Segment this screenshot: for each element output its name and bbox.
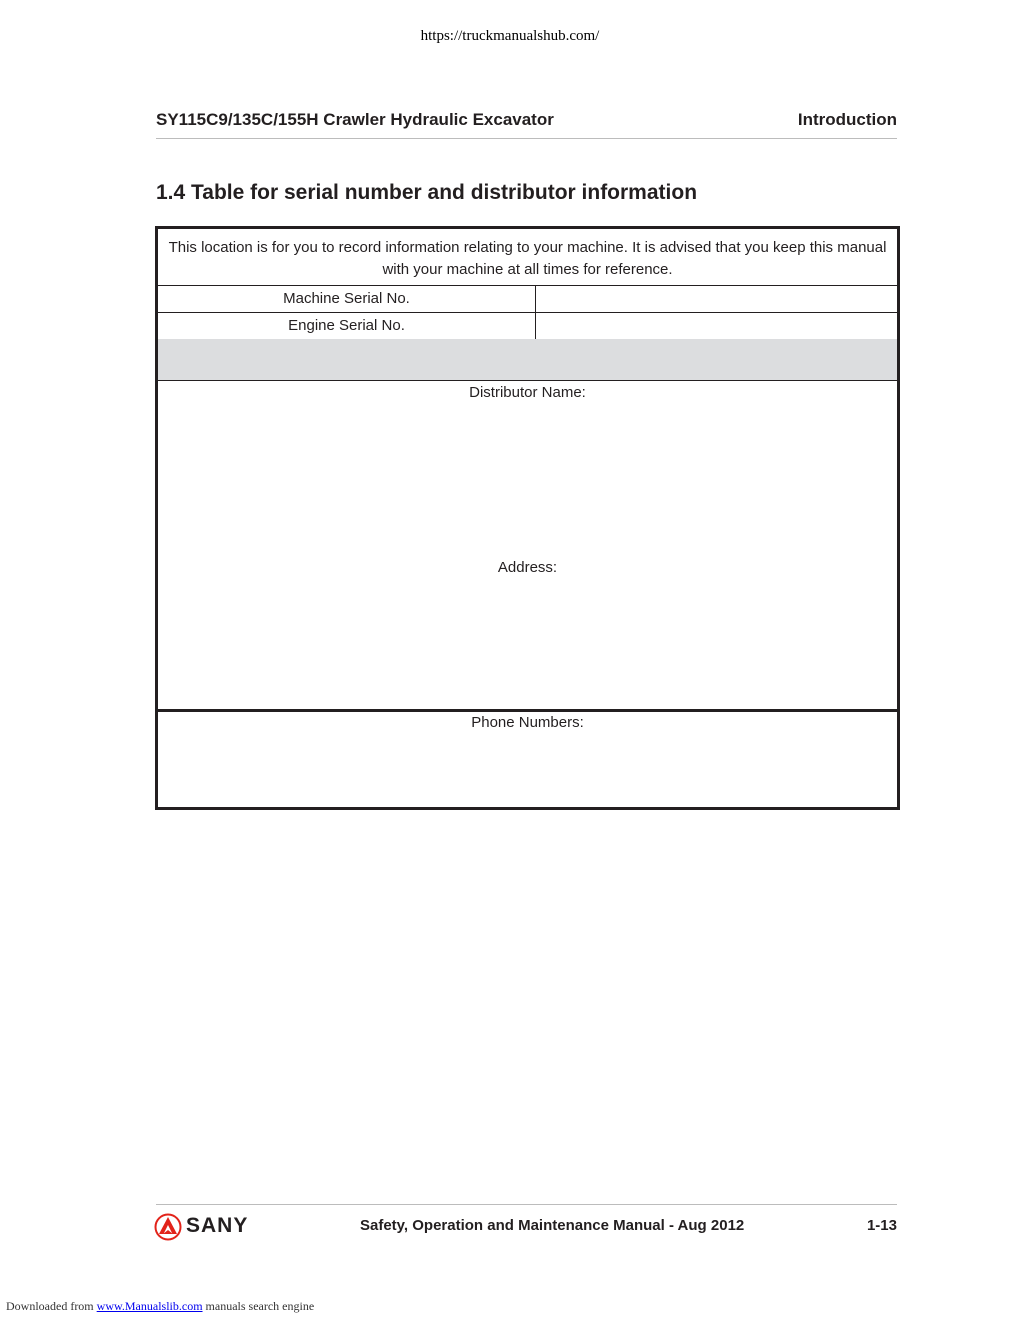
- machine-serial-row: [158, 286, 897, 313]
- sany-emblem-icon: [154, 1213, 182, 1241]
- table-intro-text: This location is for you to record information relating to your machine. It is advised that you keep this manual with your machine at all times for reference.: [158, 229, 897, 286]
- phone-numbers-label: Phone Numbers:: [471, 714, 584, 731]
- section-title: 1.4 Table for serial number and distributor information: [156, 181, 698, 204]
- address-label: Address:: [497, 559, 558, 576]
- footer-rule: [156, 1204, 897, 1205]
- footer-manual-title: Safety, Operation and Maintenance Manual - Aug 2012: [360, 1217, 745, 1234]
- distributor-block: [158, 381, 897, 709]
- header-chapter-title: Introduction: [797, 110, 897, 129]
- engine-serial-field: [536, 313, 897, 339]
- header-model-title: SY115C9/135C/155H Crawler Hydraulic Excavator: [156, 110, 554, 129]
- manualslib-link[interactable]: www.Manualslib.com: [96, 1299, 203, 1313]
- engine-serial-label: Engine Serial No.: [158, 313, 536, 339]
- distributor-name-label: Distributor Name:: [469, 384, 586, 401]
- serial-distributor-table: [155, 226, 900, 810]
- machine-serial-label: Machine Serial No.: [158, 286, 536, 312]
- watermark-url-top[interactable]: https://truckmanualshub.com/: [420, 28, 600, 44]
- logo-wordmark: SANY: [186, 1214, 249, 1237]
- shaded-separator-row: [158, 339, 897, 381]
- running-header: [156, 110, 897, 139]
- page-number: 1-13: [866, 1217, 897, 1234]
- phone-block: [158, 712, 897, 807]
- engine-serial-row: [158, 313, 897, 340]
- machine-serial-field: [536, 286, 897, 312]
- watermark-prefix: Downloaded from: [6, 1299, 97, 1313]
- watermark-suffix: manuals search engine: [202, 1299, 315, 1313]
- watermark-bottom: [6, 1299, 314, 1314]
- sany-logo: [154, 1212, 264, 1242]
